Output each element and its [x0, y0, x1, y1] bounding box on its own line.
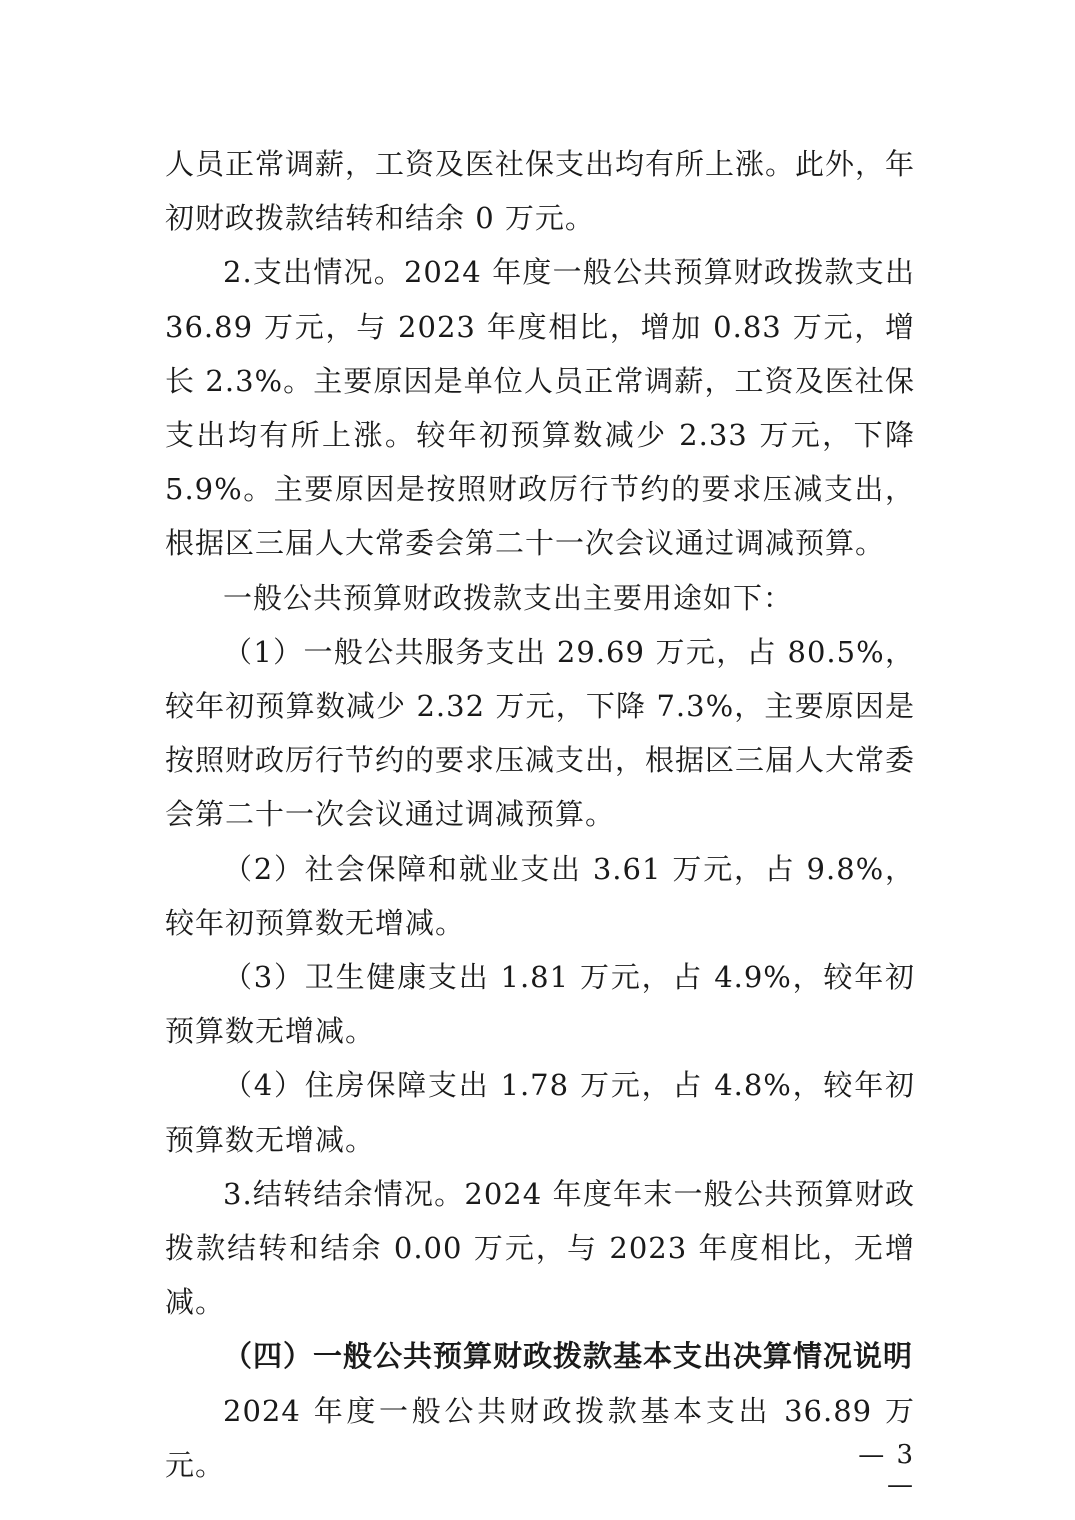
- paragraph-expenditure-situation: 2.支出情况。2024 年度一般公共预算财政拨款支出 36.89 万元，与 2023 年度相比，增加 0.83 万元，增长 2.3%。主要原因是单位人员正常调薪，工资及医社保支出均有所上涨。较年初预算数减少 2.33 万元，下降 5.9%。主要原因是按照财政厉行节约的要求压减支出，根据区三届人大常委会第二十一次会议通过调减预算。: [165, 255, 915, 561]
- paragraph-health: （3）卫生健康支出 1.81 万元，占 4.9%，较年初预算数无增减。: [165, 960, 915, 1049]
- paragraph-general-public-services: （1）一般公共服务支出 29.69 万元，占 80.5%，较年初预算数减少 2.32 万元，下降 7.3%，主要原因是按照财政厉行节约的要求压减支出，根据区三届人大常委会第二十一次会议通过调减预算。: [165, 634, 916, 832]
- paragraph-basic-expenditure: 2024 年度一般公共财政拨款基本支出 36.89 万元。: [165, 1393, 915, 1482]
- document-body: [165, 137, 915, 1492]
- paragraph-carryover: 3.结转结余情况。2024 年度年末一般公共预算财政拨款结转和结余 0.00 万元，与 2023 年度相比，无增减。: [165, 1176, 915, 1320]
- paragraph-salary-continuation: 人员正常调薪，工资及医社保支出均有所上涨。此外，年初财政拨款结转和结余 0 万元。: [165, 147, 916, 236]
- page-number: — 3 —: [858, 1440, 915, 1500]
- paragraph-housing: （4）住房保障支出 1.78 万元，占 4.8%，较年初预算数无增减。: [165, 1068, 915, 1157]
- paragraph-social-security: （2）社会保障和就业支出 3.61 万元，占 9.8%，较年初预算数无增减。: [165, 851, 915, 940]
- section-heading-basic-expenditure: （四）一般公共预算财政拨款基本支出决算情况说明: [223, 1339, 914, 1374]
- paragraph-main-uses-intro: 一般公共预算财政拨款支出主要用途如下：: [223, 580, 794, 615]
